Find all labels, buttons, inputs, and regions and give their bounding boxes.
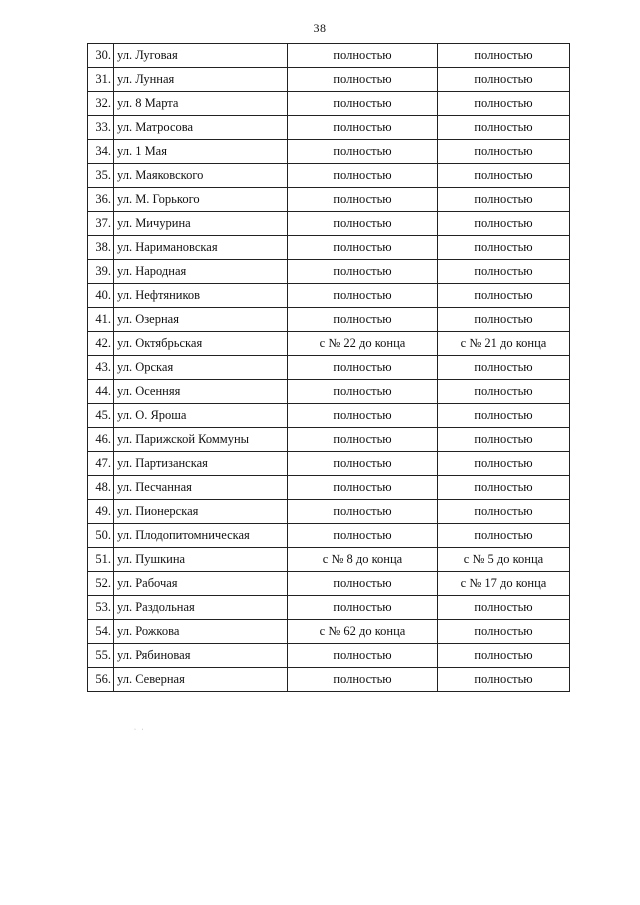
even-side-cell: полностью (288, 500, 438, 524)
odd-side-cell: полностью (438, 356, 570, 380)
odd-side-cell: полностью (438, 284, 570, 308)
even-side-cell: полностью (288, 212, 438, 236)
odd-side-cell: с № 5 до конца (438, 548, 570, 572)
row-number-cell: 30. (88, 44, 114, 68)
even-side-cell: полностью (288, 44, 438, 68)
street-name-cell: ул. Пионерская (114, 500, 288, 524)
even-side-cell: полностью (288, 524, 438, 548)
row-number-cell: 42. (88, 332, 114, 356)
odd-side-cell: полностью (438, 308, 570, 332)
street-name-cell: ул. Плодопитомническая (114, 524, 288, 548)
table-row (88, 572, 570, 596)
table-row (88, 212, 570, 236)
row-number-cell: 36. (88, 188, 114, 212)
row-number-cell: 48. (88, 476, 114, 500)
even-side-cell: полностью (288, 68, 438, 92)
street-name-cell: ул. Осенняя (114, 380, 288, 404)
even-side-cell: полностью (288, 380, 438, 404)
even-side-cell: полностью (288, 476, 438, 500)
odd-side-cell: полностью (438, 188, 570, 212)
table-row (88, 236, 570, 260)
row-number-cell: 31. (88, 68, 114, 92)
table-row (88, 44, 570, 68)
row-number-cell: 46. (88, 428, 114, 452)
table-row (88, 116, 570, 140)
odd-side-cell: полностью (438, 380, 570, 404)
table-row (88, 620, 570, 644)
row-number-cell: 55. (88, 644, 114, 668)
street-name-cell: ул. Рожкова (114, 620, 288, 644)
street-name-cell: ул. Рабочая (114, 572, 288, 596)
table-row (88, 332, 570, 356)
street-name-cell: ул. Народная (114, 260, 288, 284)
even-side-cell: полностью (288, 668, 438, 692)
street-name-cell: ул. Нефтяников (114, 284, 288, 308)
row-number-cell: 56. (88, 668, 114, 692)
odd-side-cell: полностью (438, 116, 570, 140)
table-row (88, 428, 570, 452)
odd-side-cell: полностью (438, 236, 570, 260)
table-row (88, 68, 570, 92)
table-row (88, 524, 570, 548)
row-number-cell: 43. (88, 356, 114, 380)
even-side-cell: полностью (288, 644, 438, 668)
street-name-cell: ул. Озерная (114, 308, 288, 332)
street-name-cell: ул. Маяковского (114, 164, 288, 188)
table-row (88, 500, 570, 524)
row-number-cell: 50. (88, 524, 114, 548)
odd-side-cell: полностью (438, 212, 570, 236)
even-side-cell: с № 8 до конца (288, 548, 438, 572)
street-name-cell: ул. Парижской Коммуны (114, 428, 288, 452)
table-row (88, 308, 570, 332)
even-side-cell: полностью (288, 188, 438, 212)
odd-side-cell: полностью (438, 260, 570, 284)
scan-speck: · · (134, 727, 146, 733)
even-side-cell: с № 62 до конца (288, 620, 438, 644)
street-name-cell: ул. Раздольная (114, 596, 288, 620)
table-row (88, 668, 570, 692)
row-number-cell: 49. (88, 500, 114, 524)
row-number-cell: 41. (88, 308, 114, 332)
even-side-cell: полностью (288, 404, 438, 428)
table-row (88, 476, 570, 500)
odd-side-cell: полностью (438, 644, 570, 668)
row-number-cell: 38. (88, 236, 114, 260)
even-side-cell: полностью (288, 452, 438, 476)
odd-side-cell: полностью (438, 452, 570, 476)
street-name-cell: ул. Лунная (114, 68, 288, 92)
even-side-cell: полностью (288, 236, 438, 260)
odd-side-cell: с № 21 до конца (438, 332, 570, 356)
even-side-cell: полностью (288, 260, 438, 284)
odd-side-cell: полностью (438, 668, 570, 692)
table-row (88, 596, 570, 620)
street-name-cell: ул. 8 Марта (114, 92, 288, 116)
street-name-cell: ул. О. Яроша (114, 404, 288, 428)
table-row (88, 356, 570, 380)
even-side-cell: полностью (288, 308, 438, 332)
row-number-cell: 54. (88, 620, 114, 644)
streets-table (87, 43, 570, 692)
row-number-cell: 52. (88, 572, 114, 596)
row-number-cell: 32. (88, 92, 114, 116)
even-side-cell: полностью (288, 164, 438, 188)
table-row (88, 92, 570, 116)
table-row (88, 644, 570, 668)
table-row (88, 188, 570, 212)
table-row (88, 164, 570, 188)
street-name-cell: ул. 1 Мая (114, 140, 288, 164)
row-number-cell: 35. (88, 164, 114, 188)
street-name-cell: ул. Мичурина (114, 212, 288, 236)
row-number-cell: 47. (88, 452, 114, 476)
streets-table-body (88, 44, 570, 692)
row-number-cell: 40. (88, 284, 114, 308)
odd-side-cell: полностью (438, 596, 570, 620)
odd-side-cell: полностью (438, 524, 570, 548)
row-number-cell: 37. (88, 212, 114, 236)
even-side-cell: полностью (288, 428, 438, 452)
row-number-cell: 45. (88, 404, 114, 428)
street-name-cell: ул. Рябиновая (114, 644, 288, 668)
even-side-cell: полностью (288, 572, 438, 596)
even-side-cell: с № 22 до конца (288, 332, 438, 356)
even-side-cell: полностью (288, 92, 438, 116)
odd-side-cell: полностью (438, 140, 570, 164)
street-name-cell: ул. Октябрьская (114, 332, 288, 356)
even-side-cell: полностью (288, 140, 438, 164)
odd-side-cell: полностью (438, 68, 570, 92)
page-number: 38 (313, 21, 327, 35)
street-name-cell: ул. М. Горького (114, 188, 288, 212)
odd-side-cell: полностью (438, 428, 570, 452)
table-row (88, 404, 570, 428)
row-number-cell: 44. (88, 380, 114, 404)
table-row (88, 380, 570, 404)
table-row (88, 140, 570, 164)
odd-side-cell: с № 17 до конца (438, 572, 570, 596)
row-number-cell: 33. (88, 116, 114, 140)
street-name-cell: ул. Северная (114, 668, 288, 692)
odd-side-cell: полностью (438, 500, 570, 524)
odd-side-cell: полностью (438, 620, 570, 644)
street-name-cell: ул. Орская (114, 356, 288, 380)
street-name-cell: ул. Партизанская (114, 452, 288, 476)
row-number-cell: 53. (88, 596, 114, 620)
even-side-cell: полностью (288, 284, 438, 308)
table-row (88, 284, 570, 308)
row-number-cell: 51. (88, 548, 114, 572)
odd-side-cell: полностью (438, 164, 570, 188)
table-row (88, 548, 570, 572)
odd-side-cell: полностью (438, 404, 570, 428)
even-side-cell: полностью (288, 116, 438, 140)
even-side-cell: полностью (288, 356, 438, 380)
row-number-cell: 34. (88, 140, 114, 164)
even-side-cell: полностью (288, 596, 438, 620)
odd-side-cell: полностью (438, 92, 570, 116)
street-name-cell: ул. Луговая (114, 44, 288, 68)
street-name-cell: ул. Матросова (114, 116, 288, 140)
street-name-cell: ул. Наримановская (114, 236, 288, 260)
odd-side-cell: полностью (438, 476, 570, 500)
street-name-cell: ул. Песчанная (114, 476, 288, 500)
table-row (88, 452, 570, 476)
row-number-cell: 39. (88, 260, 114, 284)
table-row (88, 260, 570, 284)
odd-side-cell: полностью (438, 44, 570, 68)
street-name-cell: ул. Пушкина (114, 548, 288, 572)
